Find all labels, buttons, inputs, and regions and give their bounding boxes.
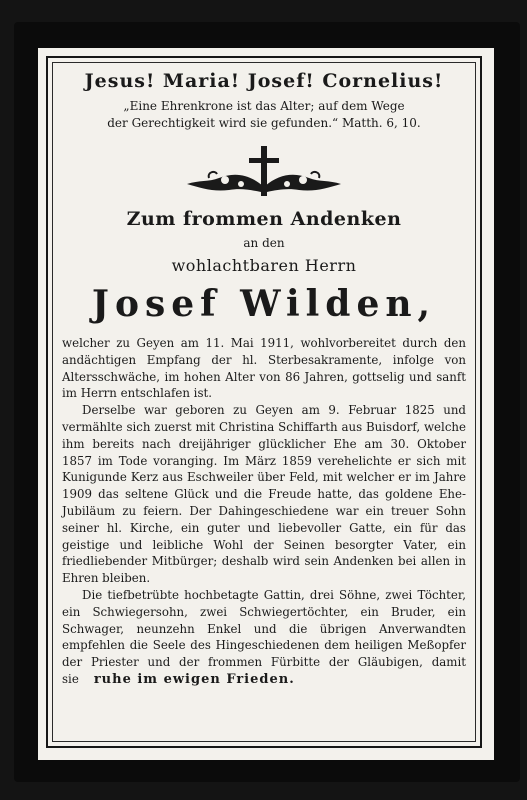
card-content <box>62 68 466 689</box>
quote-line-1: „Eine Ehrenkrone ist das Alter; auf dem Wege <box>123 99 405 113</box>
paragraph-3 <box>62 587 466 689</box>
cross-ornament-icon <box>62 144 466 204</box>
intro-text: an den <box>243 236 285 250</box>
closing-phrase: ruhe im ewigen Frieden. <box>93 671 295 687</box>
honorific-title: wohlachtbaren Herrn <box>171 256 357 275</box>
paragraph-2: Derselbe war geboren zu Geyen am 9. Februar 1825 und vermählte sich zuerst mit Christina Schiffarth aus Buisdorf, welche ihm bereits nach dreijähriger glücklicher Ehe am 30. Oktober 1857 im Tode voranging. Im März 1859 verehelichte er sich mit Kunigunde Kerz aus Eschweiler über Feld, mit welcher er im Jahre 1909 das seltene Glück und die Freude hatte, das goldene Ehe-Jubiläum zu feiern. Der Dahingeschiedene war ein treuer Sohn seiner hl. Kirche, ein guter und liebevoller Gatte, ein für das geistige und leibliche Wohl der Seinen besorgter Vater, ein friedliebender Mitbürger; deshalb wird sein Andenken bei allen in Ehren bleiben. <box>62 403 466 586</box>
quote-line-2: der Gerechtigkeit wird sie gefunden.“ Matth. 6, 10. <box>107 116 421 130</box>
biography-text <box>62 335 466 689</box>
paragraph-3-text: Die tiefbetrübte hochbetagte Gattin, drei Söhne, zwei Töchter, ein Schwiegersohn, zwei Schwiegertöchter, ein Bruder, ein Schwager, neunzehn Enkel und die übrigen Anverwandten empfehlen die Seele des Hingeschiedenen dem heiligen Meßopfer der Priester und der frommen Fürbitte der Gläubigen, damit sie <box>62 587 466 686</box>
invocation-line: Jesus! Maria! Josef! Cornelius! <box>84 70 444 92</box>
deceased-name: Josef Wilden, <box>91 283 437 325</box>
bible-quote <box>62 98 466 132</box>
paragraph-1: welcher zu Geyen am 11. Mai 1911, wohlvorbereitet durch den andächtigen Empfang der hl. Sterbesakramente, infolge von Altersschwäche, im hohen Alter von 86 Jahren, gottselig und sanft im Herrn entschlafen ist. <box>62 336 466 401</box>
memorial-heading: Zum frommen Andenken <box>126 208 402 230</box>
